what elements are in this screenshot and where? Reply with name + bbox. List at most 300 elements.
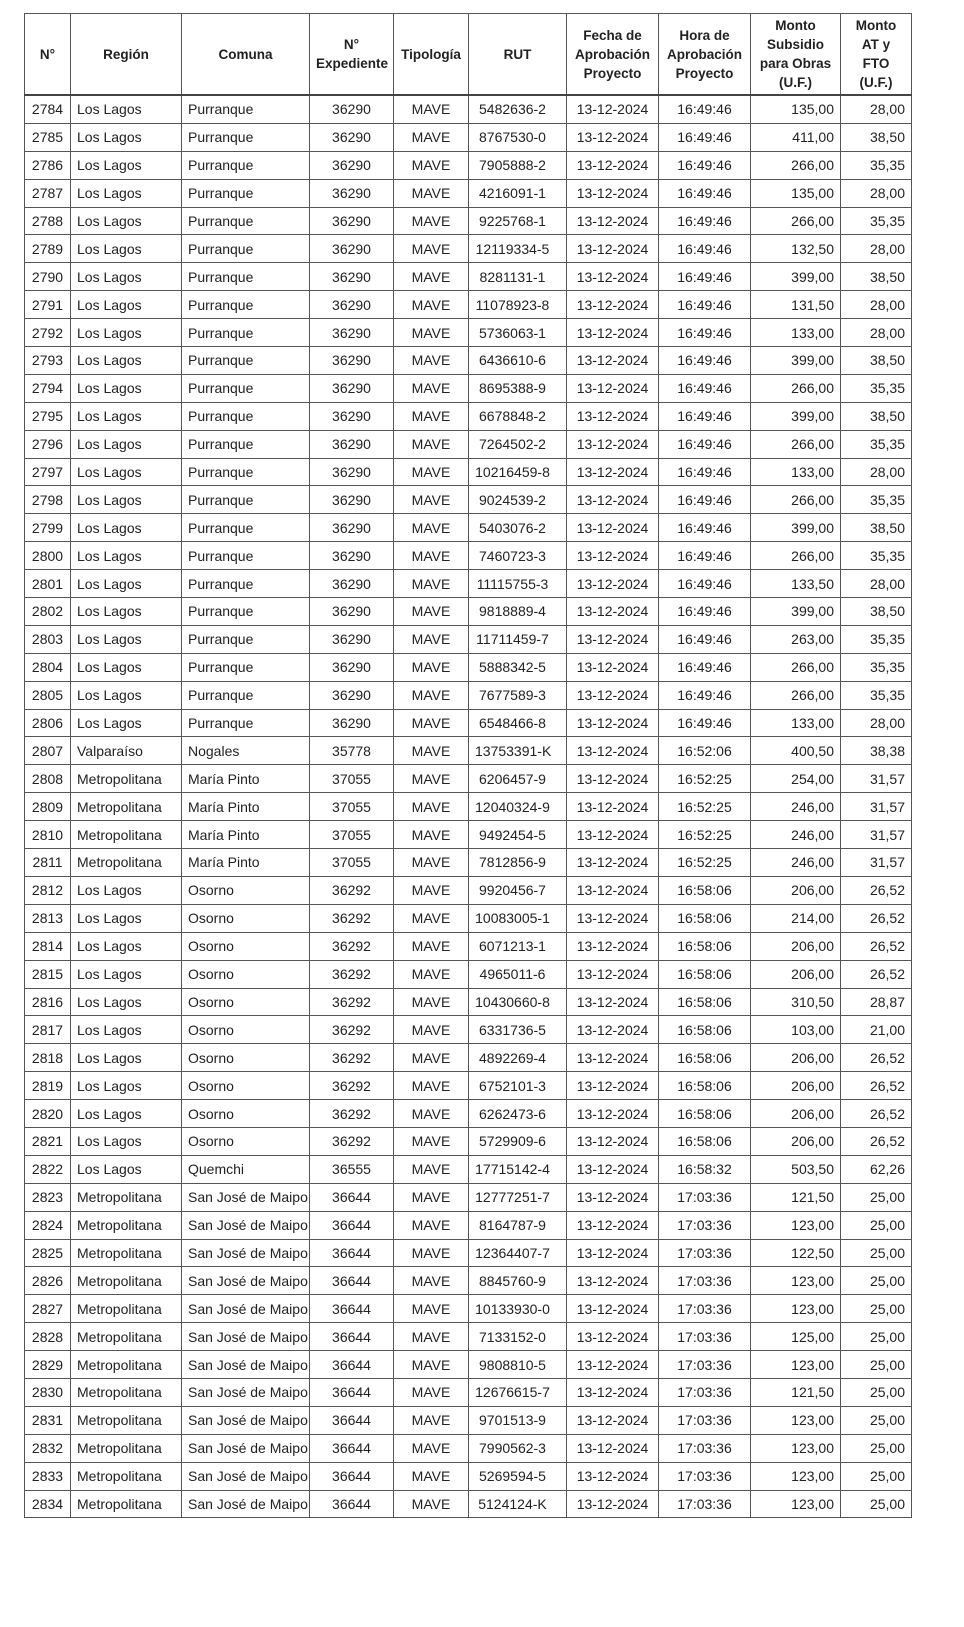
cell-monto-subsidio: 246,00 (751, 793, 841, 821)
cell-tipologia: MAVE (394, 653, 469, 681)
cell-monto-subsidio: 121,50 (751, 1378, 841, 1406)
cell-fecha: 13-12-2024 (567, 263, 659, 291)
cell-hora: 16:52:25 (659, 821, 751, 849)
cell-fecha: 13-12-2024 (567, 319, 659, 347)
cell-fecha: 13-12-2024 (567, 681, 659, 709)
table-row (25, 1127, 912, 1155)
cell-monto-at-fto: 35,35 (841, 486, 912, 514)
cell-expediente: 36644 (310, 1267, 394, 1295)
cell-numero: 2787 (25, 179, 71, 207)
cell-hora: 17:03:36 (659, 1239, 751, 1267)
cell-tipologia: MAVE (394, 1295, 469, 1323)
cell-rut: 6678848-2 (469, 402, 567, 430)
cell-rut: 5403076-2 (469, 514, 567, 542)
cell-numero: 2826 (25, 1267, 71, 1295)
cell-fecha: 13-12-2024 (567, 1211, 659, 1239)
cell-monto-at-fto: 28,00 (841, 458, 912, 486)
cell-monto-at-fto: 38,50 (841, 514, 912, 542)
cell-region: Los Lagos (71, 904, 182, 932)
cell-fecha: 13-12-2024 (567, 849, 659, 877)
cell-tipologia: MAVE (394, 849, 469, 877)
cell-expediente: 36644 (310, 1211, 394, 1239)
table-header (25, 14, 912, 96)
cell-monto-subsidio: 123,00 (751, 1295, 841, 1323)
cell-monto-at-fto: 35,35 (841, 542, 912, 570)
cell-hora: 16:49:46 (659, 95, 751, 123)
cell-region: Metropolitana (71, 821, 182, 849)
cell-hora: 16:58:06 (659, 988, 751, 1016)
cell-expediente: 36290 (310, 179, 394, 207)
cell-comuna: María Pinto (182, 793, 310, 821)
cell-expediente: 36290 (310, 653, 394, 681)
table-row (25, 849, 912, 877)
cell-rut: 17715142-4 (469, 1155, 567, 1183)
cell-monto-at-fto: 28,00 (841, 291, 912, 319)
cell-monto-at-fto: 25,00 (841, 1239, 912, 1267)
cell-hora: 16:58:06 (659, 1072, 751, 1100)
table-row (25, 1016, 912, 1044)
cell-fecha: 13-12-2024 (567, 904, 659, 932)
cell-tipologia: MAVE (394, 821, 469, 849)
cell-rut: 7812856-9 (469, 849, 567, 877)
cell-region: Los Lagos (71, 681, 182, 709)
cell-monto-subsidio: 131,50 (751, 291, 841, 319)
cell-rut: 12119334-5 (469, 235, 567, 263)
cell-comuna: San José de Maipo (182, 1323, 310, 1351)
cell-hora: 17:03:36 (659, 1378, 751, 1406)
cell-rut: 4892269-4 (469, 1044, 567, 1072)
cell-monto-subsidio: 122,50 (751, 1239, 841, 1267)
table-row (25, 960, 912, 988)
cell-comuna: Nogales (182, 737, 310, 765)
table-row (25, 235, 912, 263)
column-header-hora: Hora de Aprobación Proyecto (659, 14, 751, 96)
cell-expediente: 36644 (310, 1351, 394, 1379)
cell-monto-subsidio: 121,50 (751, 1183, 841, 1211)
cell-tipologia: MAVE (394, 1100, 469, 1128)
cell-tipologia: MAVE (394, 1406, 469, 1434)
cell-expediente: 36290 (310, 458, 394, 486)
cell-monto-subsidio: 206,00 (751, 1072, 841, 1100)
cell-rut: 9225768-1 (469, 207, 567, 235)
cell-region: Metropolitana (71, 1323, 182, 1351)
cell-expediente: 36292 (310, 1127, 394, 1155)
cell-monto-at-fto: 26,52 (841, 1072, 912, 1100)
cell-expediente: 36290 (310, 402, 394, 430)
cell-numero: 2829 (25, 1351, 71, 1379)
cell-region: Metropolitana (71, 1295, 182, 1323)
cell-region: Metropolitana (71, 1211, 182, 1239)
cell-expediente: 36292 (310, 1044, 394, 1072)
cell-tipologia: MAVE (394, 263, 469, 291)
cell-numero: 2791 (25, 291, 71, 319)
cell-fecha: 13-12-2024 (567, 458, 659, 486)
cell-tipologia: MAVE (394, 737, 469, 765)
cell-expediente: 36290 (310, 570, 394, 598)
cell-numero: 2809 (25, 793, 71, 821)
cell-hora: 16:49:46 (659, 402, 751, 430)
cell-expediente: 36290 (310, 542, 394, 570)
table-row (25, 179, 912, 207)
cell-fecha: 13-12-2024 (567, 1378, 659, 1406)
cell-monto-subsidio: 133,00 (751, 458, 841, 486)
cell-region: Los Lagos (71, 1016, 182, 1044)
cell-expediente: 37055 (310, 765, 394, 793)
cell-region: Los Lagos (71, 1155, 182, 1183)
cell-monto-subsidio: 133,50 (751, 570, 841, 598)
cell-rut: 6331736-5 (469, 1016, 567, 1044)
cell-monto-at-fto: 25,00 (841, 1267, 912, 1295)
table-row (25, 598, 912, 626)
cell-comuna: Purranque (182, 681, 310, 709)
cell-monto-at-fto: 28,87 (841, 988, 912, 1016)
cell-expediente: 36290 (310, 374, 394, 402)
cell-rut: 9808810-5 (469, 1351, 567, 1379)
cell-expediente: 36644 (310, 1462, 394, 1490)
cell-hora: 16:49:46 (659, 542, 751, 570)
cell-comuna: Purranque (182, 653, 310, 681)
column-header-region: Región (71, 14, 182, 96)
cell-fecha: 13-12-2024 (567, 793, 659, 821)
cell-monto-subsidio: 133,00 (751, 319, 841, 347)
cell-expediente: 37055 (310, 793, 394, 821)
cell-rut: 8695388-9 (469, 374, 567, 402)
cell-hora: 17:03:36 (659, 1434, 751, 1462)
cell-fecha: 13-12-2024 (567, 1016, 659, 1044)
cell-tipologia: MAVE (394, 1044, 469, 1072)
cell-tipologia: MAVE (394, 988, 469, 1016)
cell-region: Los Lagos (71, 151, 182, 179)
cell-numero: 2833 (25, 1462, 71, 1490)
cell-expediente: 36555 (310, 1155, 394, 1183)
cell-region: Los Lagos (71, 263, 182, 291)
cell-monto-subsidio: 206,00 (751, 1127, 841, 1155)
cell-numero: 2804 (25, 653, 71, 681)
cell-fecha: 13-12-2024 (567, 1100, 659, 1128)
cell-numero: 2785 (25, 123, 71, 151)
cell-hora: 16:58:06 (659, 1127, 751, 1155)
cell-fecha: 13-12-2024 (567, 960, 659, 988)
cell-expediente: 36644 (310, 1183, 394, 1211)
cell-monto-subsidio: 266,00 (751, 542, 841, 570)
cell-monto-at-fto: 35,35 (841, 374, 912, 402)
table-row (25, 1267, 912, 1295)
cell-expediente: 36292 (310, 1100, 394, 1128)
cell-monto-at-fto: 31,57 (841, 821, 912, 849)
cell-comuna: San José de Maipo (182, 1406, 310, 1434)
cell-tipologia: MAVE (394, 123, 469, 151)
cell-hora: 16:49:46 (659, 625, 751, 653)
cell-monto-subsidio: 400,50 (751, 737, 841, 765)
cell-expediente: 36644 (310, 1490, 394, 1518)
cell-region: Los Lagos (71, 319, 182, 347)
cell-monto-subsidio: 399,00 (751, 402, 841, 430)
cell-region: Los Lagos (71, 458, 182, 486)
table-row (25, 1323, 912, 1351)
cell-monto-subsidio: 266,00 (751, 207, 841, 235)
cell-numero: 2812 (25, 876, 71, 904)
cell-region: Los Lagos (71, 486, 182, 514)
cell-rut: 13753391-K (469, 737, 567, 765)
cell-monto-at-fto: 26,52 (841, 932, 912, 960)
cell-expediente: 36290 (310, 235, 394, 263)
cell-monto-at-fto: 25,00 (841, 1183, 912, 1211)
cell-monto-subsidio: 310,50 (751, 988, 841, 1016)
cell-numero: 2831 (25, 1406, 71, 1434)
cell-comuna: María Pinto (182, 849, 310, 877)
cell-expediente: 37055 (310, 849, 394, 877)
cell-rut: 12676615-7 (469, 1378, 567, 1406)
cell-comuna: Purranque (182, 430, 310, 458)
cell-tipologia: MAVE (394, 1378, 469, 1406)
cell-numero: 2792 (25, 319, 71, 347)
cell-fecha: 13-12-2024 (567, 988, 659, 1016)
cell-region: Los Lagos (71, 95, 182, 123)
cell-region: Los Lagos (71, 374, 182, 402)
cell-hora: 17:03:36 (659, 1490, 751, 1518)
table-row (25, 1044, 912, 1072)
cell-tipologia: MAVE (394, 319, 469, 347)
table-row (25, 1155, 912, 1183)
cell-numero: 2813 (25, 904, 71, 932)
column-header-monto-subsidio: Monto Subsidio para Obras (U.F.) (751, 14, 841, 96)
table-row (25, 1239, 912, 1267)
cell-comuna: Purranque (182, 402, 310, 430)
cell-comuna: San José de Maipo (182, 1462, 310, 1490)
cell-monto-subsidio: 206,00 (751, 960, 841, 988)
table-row (25, 95, 912, 123)
cell-fecha: 13-12-2024 (567, 570, 659, 598)
cell-rut: 7264502-2 (469, 430, 567, 458)
table-row (25, 486, 912, 514)
cell-monto-at-fto: 38,50 (841, 123, 912, 151)
cell-comuna: Osorno (182, 876, 310, 904)
table-row (25, 207, 912, 235)
cell-hora: 16:49:46 (659, 374, 751, 402)
cell-rut: 9701513-9 (469, 1406, 567, 1434)
cell-rut: 5124124-K (469, 1490, 567, 1518)
cell-numero: 2786 (25, 151, 71, 179)
cell-tipologia: MAVE (394, 1155, 469, 1183)
cell-region: Los Lagos (71, 876, 182, 904)
cell-expediente: 36644 (310, 1323, 394, 1351)
cell-rut: 5729909-6 (469, 1127, 567, 1155)
cell-hora: 17:03:36 (659, 1183, 751, 1211)
cell-rut: 7460723-3 (469, 542, 567, 570)
cell-fecha: 13-12-2024 (567, 653, 659, 681)
cell-numero: 2784 (25, 95, 71, 123)
cell-tipologia: MAVE (394, 1239, 469, 1267)
cell-expediente: 36644 (310, 1295, 394, 1323)
cell-region: Los Lagos (71, 235, 182, 263)
cell-rut: 6752101-3 (469, 1072, 567, 1100)
cell-fecha: 13-12-2024 (567, 821, 659, 849)
cell-rut: 7677589-3 (469, 681, 567, 709)
cell-hora: 16:58:06 (659, 1100, 751, 1128)
cell-numero: 2815 (25, 960, 71, 988)
cell-tipologia: MAVE (394, 681, 469, 709)
cell-monto-at-fto: 25,00 (841, 1434, 912, 1462)
cell-expediente: 35778 (310, 737, 394, 765)
table-row (25, 821, 912, 849)
cell-expediente: 36290 (310, 681, 394, 709)
cell-comuna: Purranque (182, 347, 310, 375)
cell-expediente: 36292 (310, 1072, 394, 1100)
column-header-numero: N° (25, 14, 71, 96)
table-row (25, 1211, 912, 1239)
cell-numero: 2802 (25, 598, 71, 626)
cell-fecha: 13-12-2024 (567, 291, 659, 319)
cell-tipologia: MAVE (394, 1211, 469, 1239)
cell-hora: 16:49:46 (659, 207, 751, 235)
cell-numero: 2793 (25, 347, 71, 375)
cell-monto-subsidio: 254,00 (751, 765, 841, 793)
cell-monto-subsidio: 135,00 (751, 179, 841, 207)
cell-tipologia: MAVE (394, 1490, 469, 1518)
cell-monto-subsidio: 399,00 (751, 514, 841, 542)
table-row (25, 904, 912, 932)
cell-numero: 2806 (25, 709, 71, 737)
cell-monto-subsidio: 266,00 (751, 374, 841, 402)
cell-tipologia: MAVE (394, 374, 469, 402)
cell-rut: 7905888-2 (469, 151, 567, 179)
cell-numero: 2821 (25, 1127, 71, 1155)
cell-rut: 10133930-0 (469, 1295, 567, 1323)
cell-monto-at-fto: 26,52 (841, 1100, 912, 1128)
cell-numero: 2795 (25, 402, 71, 430)
cell-comuna: San José de Maipo (182, 1267, 310, 1295)
cell-numero: 2818 (25, 1044, 71, 1072)
cell-fecha: 13-12-2024 (567, 1072, 659, 1100)
cell-region: Metropolitana (71, 1462, 182, 1490)
cell-fecha: 13-12-2024 (567, 1239, 659, 1267)
cell-numero: 2814 (25, 932, 71, 960)
cell-hora: 16:58:06 (659, 904, 751, 932)
cell-numero: 2788 (25, 207, 71, 235)
cell-monto-at-fto: 21,00 (841, 1016, 912, 1044)
cell-tipologia: MAVE (394, 1462, 469, 1490)
cell-monto-subsidio: 103,00 (751, 1016, 841, 1044)
cell-hora: 17:03:36 (659, 1267, 751, 1295)
cell-numero: 2811 (25, 849, 71, 877)
cell-monto-at-fto: 28,00 (841, 95, 912, 123)
cell-numero: 2807 (25, 737, 71, 765)
cell-monto-subsidio: 266,00 (751, 653, 841, 681)
cell-fecha: 13-12-2024 (567, 347, 659, 375)
cell-region: Los Lagos (71, 960, 182, 988)
cell-fecha: 13-12-2024 (567, 1406, 659, 1434)
cell-hora: 16:52:25 (659, 765, 751, 793)
cell-monto-at-fto: 38,50 (841, 598, 912, 626)
cell-comuna: San José de Maipo (182, 1434, 310, 1462)
cell-comuna: Osorno (182, 1044, 310, 1072)
cell-comuna: Purranque (182, 235, 310, 263)
cell-region: Los Lagos (71, 653, 182, 681)
cell-hora: 16:49:46 (659, 319, 751, 347)
cell-rut: 8845760-9 (469, 1267, 567, 1295)
cell-comuna: Osorno (182, 960, 310, 988)
cell-tipologia: MAVE (394, 570, 469, 598)
cell-comuna: Purranque (182, 263, 310, 291)
cell-monto-at-fto: 28,00 (841, 570, 912, 598)
cell-monto-subsidio: 123,00 (751, 1406, 841, 1434)
cell-rut: 8281131-1 (469, 263, 567, 291)
cell-comuna: Purranque (182, 319, 310, 347)
cell-rut: 9024539-2 (469, 486, 567, 514)
cell-region: Los Lagos (71, 598, 182, 626)
cell-fecha: 13-12-2024 (567, 542, 659, 570)
cell-numero: 2827 (25, 1295, 71, 1323)
cell-comuna: María Pinto (182, 765, 310, 793)
cell-hora: 16:52:25 (659, 849, 751, 877)
cell-fecha: 13-12-2024 (567, 430, 659, 458)
cell-monto-at-fto: 25,00 (841, 1490, 912, 1518)
cell-rut: 4216091-1 (469, 179, 567, 207)
cell-fecha: 13-12-2024 (567, 709, 659, 737)
cell-rut: 12777251-7 (469, 1183, 567, 1211)
cell-fecha: 13-12-2024 (567, 765, 659, 793)
cell-hora: 17:03:36 (659, 1462, 751, 1490)
cell-rut: 5736063-1 (469, 319, 567, 347)
cell-hora: 16:49:46 (659, 486, 751, 514)
cell-comuna: Osorno (182, 1016, 310, 1044)
cell-region: Los Lagos (71, 514, 182, 542)
table-row (25, 709, 912, 737)
table-row (25, 681, 912, 709)
cell-comuna: San José de Maipo (182, 1183, 310, 1211)
cell-comuna: Purranque (182, 151, 310, 179)
cell-hora: 17:03:36 (659, 1211, 751, 1239)
cell-region: Los Lagos (71, 570, 182, 598)
cell-hora: 16:49:46 (659, 235, 751, 263)
cell-comuna: Purranque (182, 374, 310, 402)
cell-comuna: San José de Maipo (182, 1490, 310, 1518)
cell-monto-at-fto: 28,00 (841, 179, 912, 207)
cell-expediente: 36292 (310, 988, 394, 1016)
column-header-fecha: Fecha de Aprobación Proyecto (567, 14, 659, 96)
cell-monto-at-fto: 35,35 (841, 151, 912, 179)
table-body (25, 95, 912, 1518)
cell-comuna: San José de Maipo (182, 1295, 310, 1323)
cell-region: Los Lagos (71, 179, 182, 207)
cell-comuna: Purranque (182, 542, 310, 570)
cell-rut: 5888342-5 (469, 653, 567, 681)
cell-monto-at-fto: 26,52 (841, 1044, 912, 1072)
cell-rut: 8164787-9 (469, 1211, 567, 1239)
cell-comuna: Purranque (182, 486, 310, 514)
cell-expediente: 36290 (310, 319, 394, 347)
cell-numero: 2828 (25, 1323, 71, 1351)
cell-monto-at-fto: 31,57 (841, 793, 912, 821)
cell-fecha: 13-12-2024 (567, 1127, 659, 1155)
cell-rut: 11711459-7 (469, 625, 567, 653)
cell-numero: 2799 (25, 514, 71, 542)
cell-expediente: 36292 (310, 876, 394, 904)
cell-comuna: San José de Maipo (182, 1211, 310, 1239)
table-row (25, 458, 912, 486)
cell-fecha: 13-12-2024 (567, 514, 659, 542)
cell-monto-subsidio: 246,00 (751, 849, 841, 877)
cell-tipologia: MAVE (394, 207, 469, 235)
cell-monto-at-fto: 25,00 (841, 1211, 912, 1239)
table-row (25, 1490, 912, 1518)
cell-tipologia: MAVE (394, 932, 469, 960)
table-row (25, 1072, 912, 1100)
cell-comuna: Purranque (182, 458, 310, 486)
column-header-comuna: Comuna (182, 14, 310, 96)
cell-region: Los Lagos (71, 932, 182, 960)
table-row (25, 988, 912, 1016)
